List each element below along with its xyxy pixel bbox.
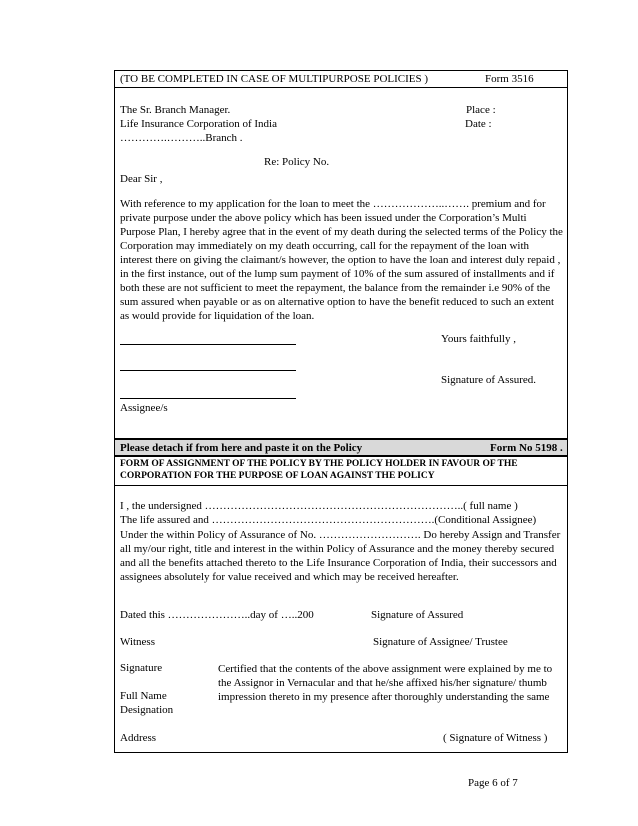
- witness-signature-label: ( Signature of Witness ): [443, 732, 548, 744]
- signature-line-2: [120, 370, 296, 371]
- detach-form-number: Form No 5198 .: [490, 442, 563, 454]
- assignment-paragraph: Under the within Policy of Assurance of No. ………………………. Do hereby Assign and Transfer all my/our right, title and interest in the within Policy of Assurance and the money thereby secured and all the benefits attached thereto to the Life Insurance Corporation of India, their successors and assignees absolutely for value received and which may be received hereafter.: [120, 529, 561, 583]
- letter-body: With reference to my application for the loan to meet the ………………..……. premium and for private purpose under the above policy which has been issued under the Corporation’s Multi Purpose Plan, I hereby agree that in the event of my death during the selected terms of the Policy the Corporation may immediately on my death occurring, call for the repayment of the loan with interest there on giving the claimant/s however, the option to have the loan and interest duly repaid , in the first instance, out of the lump sum payment of 10% of the sum assured of installments and if both these are not sufficient to meet the repayment, the balance from the remainder i.e 90% of the sum assured when payable or as on alternative option to have the benefit reduced to such an extent as would provide for liquidation of the loan.: [120, 198, 563, 322]
- detach-instruction: Please detach if from here and paste it on the Policy: [120, 442, 363, 454]
- closing: Yours faithfully ,: [441, 333, 516, 345]
- date-label: Date :: [465, 118, 492, 130]
- signature-label: Signature: [120, 662, 163, 674]
- assignee-signature-label: Signature of Assignee/ Trustee: [373, 636, 508, 648]
- addressee-branch: ………….………..Branch .: [120, 132, 243, 144]
- addressee-title: The Sr. Branch Manager.: [120, 104, 231, 116]
- signature-line-1: [120, 344, 296, 345]
- dated-line: Dated this …………………..day of …..200: [120, 609, 314, 621]
- certification-text: Certified that the contents of the above assignment were explained by me to the Assignor in Vernacular and that he/she affixed his/her signature/ thumb impression thereto in my presence after thoroughly understanding the same: [218, 663, 553, 703]
- addressee-org: Life Insurance Corporation of India: [120, 118, 277, 130]
- page-number: Page 6 of 7: [468, 777, 518, 789]
- assignee-label: Assignee/s: [120, 402, 168, 414]
- policy-reference: Re: Policy No.: [264, 156, 330, 168]
- assignment-line-1: I , the undersigned ……………………………………………………………..( full name ): [120, 500, 518, 512]
- signature-line-3: [120, 398, 296, 399]
- signature-of-assured: Signature of Assured.: [441, 374, 537, 386]
- salutation: Dear Sir ,: [120, 173, 163, 185]
- witness-label: Witness: [120, 636, 155, 648]
- assignment-title: FORM OF ASSIGNMENT OF THE POLICY BY THE POLICY HOLDER IN FAVOUR OF THE CORPORATION FOR THE PURPOSE OF LOAN AGAINST THE POLICY: [120, 459, 518, 481]
- address-label: Address: [120, 732, 157, 744]
- form-instruction: (TO BE COMPLETED IN CASE OF MULTIPURPOSE POLICIES ): [120, 73, 429, 85]
- assignment-line-2: The life assured and …………………………………………………….(Conditional Assignee): [120, 514, 537, 526]
- assured-signature-label: Signature of Assured: [371, 609, 464, 621]
- designation-label: Designation: [120, 704, 174, 716]
- full-name-label: Full Name: [120, 690, 167, 702]
- place-label: Place :: [466, 104, 496, 116]
- form-number: Form 3516: [485, 73, 534, 85]
